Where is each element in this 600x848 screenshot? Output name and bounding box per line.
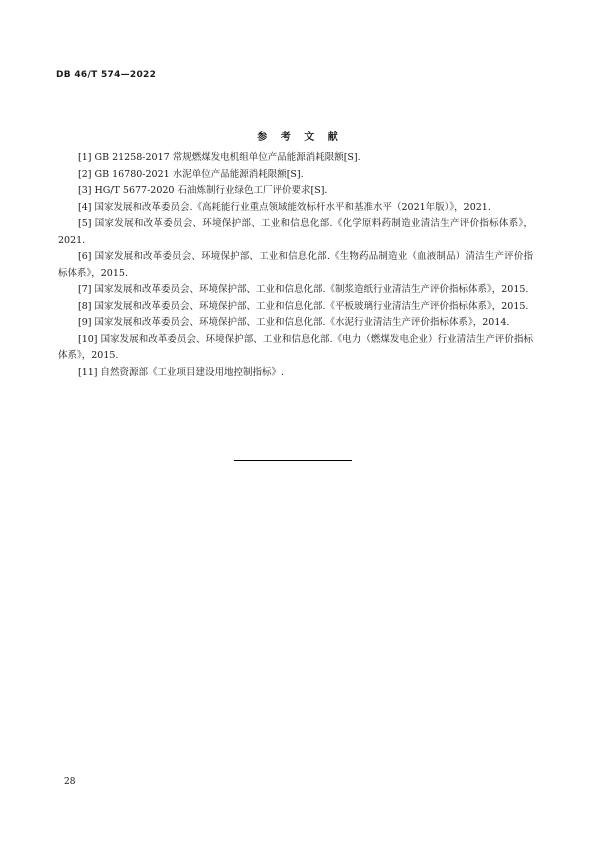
reference-item-9: [9] 国家发展和改革委员会、环境保护部、工业和信息化部.《水泥行业清洁生产评价指标体系》，2014. [78, 317, 510, 328]
document-code: DB 46/T 574—2022 [56, 70, 157, 80]
reference-item-7: [7] 国家发展和改革委员会、环境保护部、工业和信息化部.《制浆造纸行业清洁生产评价指标体系》，2015. [78, 284, 529, 295]
reference-item-6: [6] 国家发展和改革委员会、环境保护部、工业和信息化部.《生物药品制造业（血液制品）清洁生产评价指标体系》，2015. [58, 251, 533, 279]
end-of-document-rule [234, 460, 352, 461]
reference-list [58, 150, 533, 381]
reference-item-1: [1] GB 21258-2017 常规燃煤发电机组单位产品能源消耗限额[S]. [78, 152, 361, 163]
reference-item-8: [8] 国家发展和改革委员会、环境保护部、工业和信息化部.《平板玻璃行业清洁生产评价指标体系》，2015. [78, 300, 529, 312]
page-number: 28 [64, 777, 76, 787]
reference-item-4: [4] 国家发展和改革委员会.《高耗能行业重点领域能效标杆水平和基准水平（2021年版）》，2021. [78, 201, 491, 213]
references-title: 参 考 文 献 [257, 132, 343, 143]
reference-item-2: [2] GB 16780-2021 水泥单位产品能源消耗限额[S]. [78, 168, 304, 180]
reference-item-11: [11] 自然资源部《工业项目建设用地控制指标》. [78, 366, 285, 378]
reference-item-5: [5] 国家发展和改革委员会、环境保护部、工业和信息化部.《化学原料药制造业清洁生产评价指标体系》，2021. [58, 218, 533, 246]
reference-item-10: [10] 国家发展和改革委员会、环境保护部、工业和信息化部.《电力（燃煤发电企业）行业清洁生产评价指标体系》，2015. [58, 333, 533, 361]
reference-item-3: [3] HG/T 5677-2020 石油炼制行业绿色工厂评价要求[S]. [78, 185, 328, 196]
